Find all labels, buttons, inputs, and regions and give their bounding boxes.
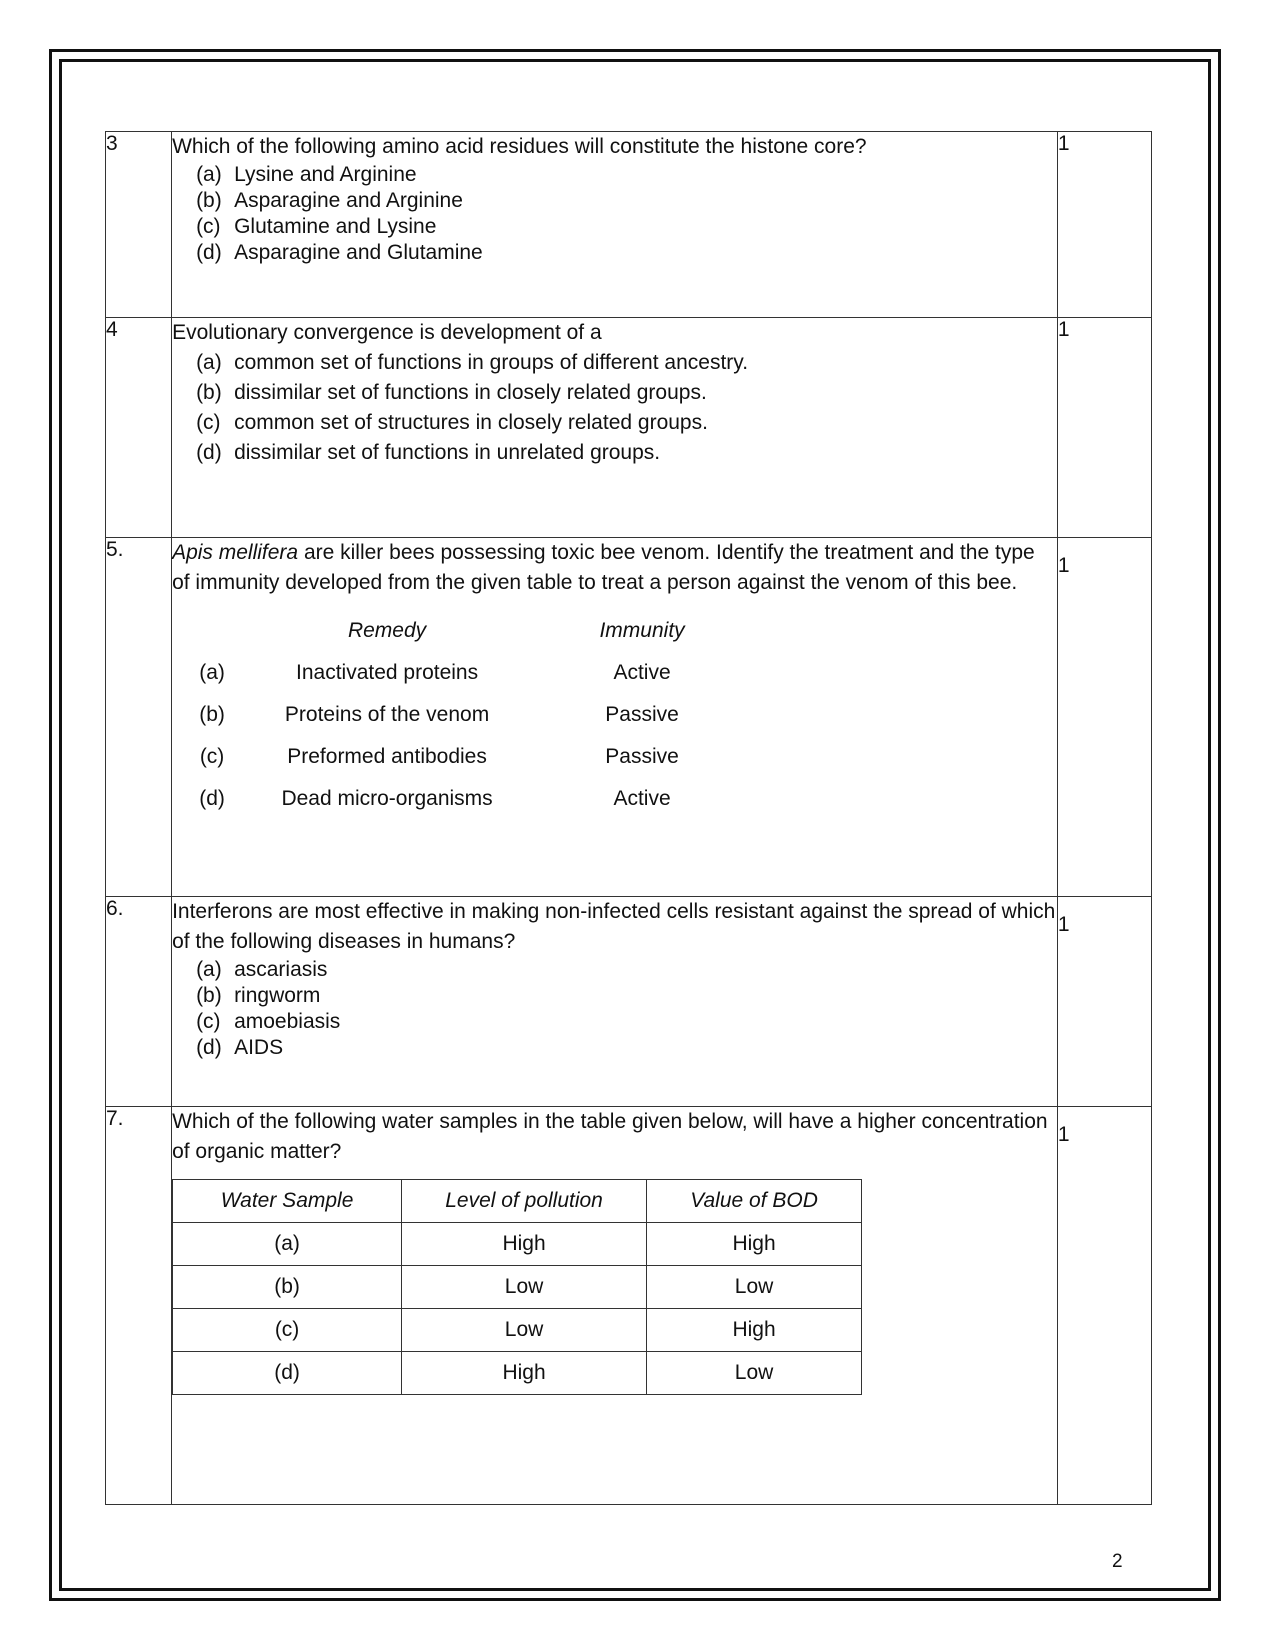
bod-row: (a) High High [173, 1223, 862, 1266]
option: (d) dissimilar set of functions in unrelated groups. [196, 441, 661, 464]
option-list [172, 162, 1057, 266]
question-body [172, 897, 1058, 1107]
option: (d) Asparagine and Glutamine [196, 241, 483, 264]
question-stem: Apis mellifera are killer bees possessing toxic bee venom. Identify the treatment and the type of immunity developed from the given table to treat a person against the venom of this bee. [172, 541, 1035, 594]
question-body [172, 318, 1058, 538]
question-marks: 1 [1057, 132, 1151, 318]
question-body [172, 1107, 1058, 1505]
immunity-header: Immunity [599, 619, 685, 642]
option: (b) ringworm [196, 984, 321, 1007]
remedy-row: (a) Inactivated proteins Active [199, 661, 671, 684]
option: (c) Glutamine and Lysine [196, 215, 437, 238]
option-list [172, 957, 1057, 1061]
question-row [106, 1107, 1152, 1505]
question-row [106, 318, 1152, 538]
remedy-table [172, 610, 1057, 820]
question-number: 5. [106, 538, 172, 897]
remedy-row: (b) Proteins of the venom Passive [199, 703, 679, 726]
remedy-row: (d) Dead micro-organisms Active [199, 787, 671, 810]
bod-header-row [173, 1180, 862, 1223]
option: (b) dissimilar set of functions in closely related groups. [196, 381, 707, 404]
bod-header: Water Sample [173, 1180, 402, 1223]
question-number: 6. [106, 897, 172, 1107]
bod-header: Level of pollution [402, 1180, 647, 1223]
question-row [106, 897, 1152, 1107]
question-row [106, 132, 1152, 318]
species-name: Apis mellifera [172, 541, 299, 564]
question-number: 7. [106, 1107, 172, 1505]
option-list [172, 348, 1057, 468]
question-marks: 1 [1057, 538, 1151, 897]
page-number: 2 [1112, 1551, 1123, 1572]
option: (b) Asparagine and Arginine [196, 189, 463, 212]
option: (c) common set of structures in closely related groups. [196, 411, 708, 434]
question-stem: Evolutionary convergence is development of a [172, 321, 602, 344]
question-number: 4 [106, 318, 172, 538]
question-row [106, 538, 1152, 897]
bod-row: (d) High Low [173, 1352, 862, 1395]
option: (a) ascariasis [196, 958, 328, 981]
option: (d) AIDS [196, 1036, 284, 1059]
question-body [172, 132, 1058, 318]
question-stem: Interferons are most effective in making non-infected cells resistant against the spread of which of the following diseases in humans? [172, 900, 1056, 953]
question-marks: 1 [1057, 318, 1151, 538]
bod-header: Value of BOD [647, 1180, 862, 1223]
question-table [105, 131, 1152, 1505]
option: (a) common set of functions in groups of different ancestry. [196, 351, 749, 374]
remedy-header-row [172, 610, 1057, 652]
question-marks: 1 [1057, 1107, 1151, 1505]
question-stem: Which of the following amino acid residues will constitute the histone core? [172, 135, 867, 158]
bod-row: (b) Low Low [173, 1266, 862, 1309]
remedy-row: (c) Preformed antibodies Passive [199, 745, 679, 768]
question-number: 3 [106, 132, 172, 318]
remedy-header: Remedy [347, 619, 427, 642]
option: (a) Lysine and Arginine [196, 163, 417, 186]
question-stem: Which of the following water samples in the table given below, will have a higher concentration of organic matter? [172, 1110, 1048, 1163]
bod-row: (c) Low High [173, 1309, 862, 1352]
question-marks: 1 [1057, 897, 1151, 1107]
bod-table [172, 1179, 862, 1395]
question-body [172, 538, 1058, 897]
option: (c) amoebiasis [196, 1010, 341, 1033]
